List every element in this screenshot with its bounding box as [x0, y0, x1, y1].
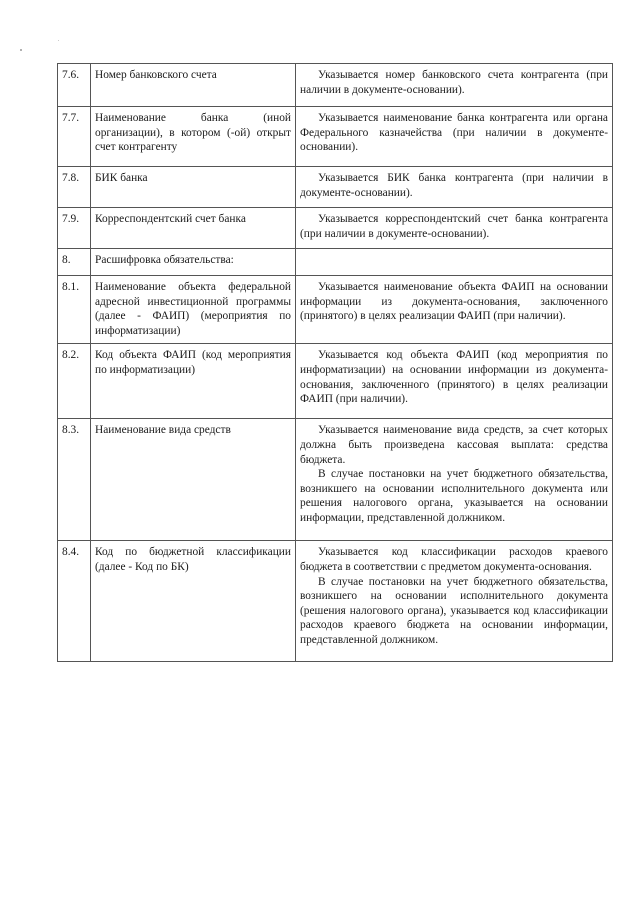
row-number: 7.8. [58, 167, 91, 208]
table-row [58, 208, 613, 249]
row-number: 8.4. [58, 541, 91, 662]
field-description [296, 208, 613, 249]
field-description [296, 64, 613, 107]
table-row [58, 64, 613, 107]
field-name: Код по бюджетной классификации (далее - Код по БК) [91, 541, 296, 662]
field-name: Наименование банка (иной организации), в котором (-ой) открыт счет контрагенту [91, 107, 296, 167]
requisites-table [57, 63, 613, 662]
description-paragraph: Указывается код объекта ФАИП (код мероприятия по информатизации) на основании информации из документа-основания, заключенного (принятого) в целях реализации ФАИП (при наличии). [300, 349, 608, 406]
row-number: 8.2. [58, 344, 91, 419]
table-row [58, 541, 613, 662]
row-number: 7.9. [58, 208, 91, 249]
description-paragraph: В случае постановки на учет бюджетного обязательства, возникшего на основании исполнительного документа (решения налогового органа), указывается код классификации расходов краевого бюджета на основании информации, представленной должником. [300, 575, 608, 646]
description-paragraph: Указывается код классификации расходов краевого бюджета в соответствии с предметом документа-основания. [300, 546, 608, 573]
table-row [58, 167, 613, 208]
description-paragraph: Указывается наименование банка контрагента или органа Федерального казначейства (при наличии в документе-основании). [300, 112, 608, 154]
scan-speck [20, 49, 22, 51]
table-row [58, 419, 613, 541]
field-description [296, 249, 613, 276]
field-description [296, 276, 613, 344]
field-name: Наименование вида средств [91, 419, 296, 541]
description-paragraph: Указывается корреспондентский счет банка контрагента (при наличии в документе-основании). [300, 213, 608, 240]
table-row [58, 249, 613, 276]
row-number: 8.1. [58, 276, 91, 344]
table-row [58, 276, 613, 344]
description-paragraph: Указывается наименование объекта ФАИП на основании информации из документа-основания, заключенного (принятого) в целях реализации ФАИП (при наличии). [300, 281, 608, 323]
table-row [58, 344, 613, 419]
table-row [58, 107, 613, 167]
section-title: Расшифровка обязательства: [91, 249, 296, 276]
description-paragraph: В случае постановки на учет бюджетного обязательства, возникшего на основании исполнительного документа или решения налогового органа, указывается на основании информации, представленной должником. [300, 468, 608, 524]
field-description [296, 419, 613, 541]
row-number: 7.6. [58, 64, 91, 107]
field-name: БИК банка [91, 167, 296, 208]
row-number: 8.3. [58, 419, 91, 541]
field-description [296, 107, 613, 167]
scan-speck [58, 40, 59, 41]
description-paragraph: Указывается наименование вида средств, за счет которых должна быть произведена кассовая выплата: средства бюджета. [300, 424, 608, 466]
field-name: Корреспондентский счет банка [91, 208, 296, 249]
description-paragraph: Указывается номер банковского счета контрагента (при наличии в документе-основании). [300, 69, 608, 96]
description-paragraph: Указывается БИК банка контрагента (при наличии в документе-основании). [300, 172, 608, 199]
row-number: 8. [58, 249, 91, 276]
field-description [296, 167, 613, 208]
field-name: Наименование объекта федеральной адресной инвестиционной программы (далее - ФАИП) (мероприятия по информатизации) [91, 276, 296, 344]
field-description [296, 541, 613, 662]
row-number: 7.7. [58, 107, 91, 167]
field-name: Номер банковского счета [91, 64, 296, 107]
field-name: Код объекта ФАИП (код мероприятия по информатизации) [91, 344, 296, 419]
field-description [296, 344, 613, 419]
